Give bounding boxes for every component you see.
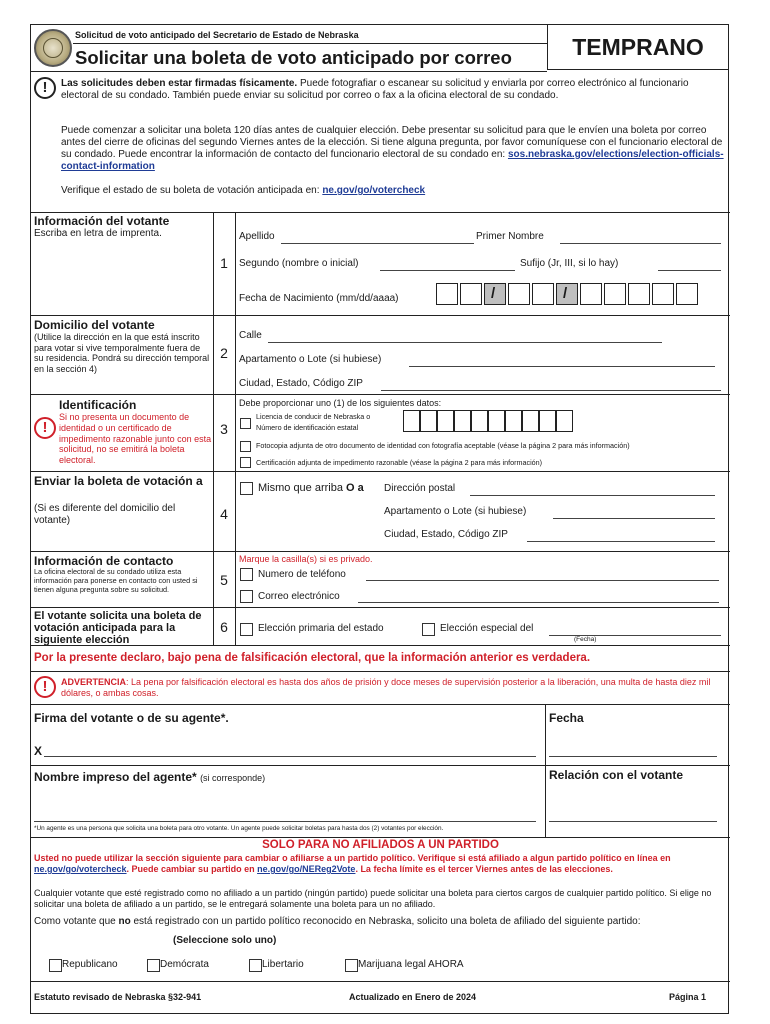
nonaffiliated-title: SOLO PARA NO AFILIADOS A UN PARTIDO	[262, 839, 499, 851]
mail-apt-field[interactable]	[553, 518, 715, 519]
photo-id-option-label: Fotocopia adjunta de otro documento de identidad con fotografía aceptable (véase la página 2 para más información)	[256, 441, 630, 450]
special-election-date-caption: (Fecha)	[574, 636, 597, 643]
mail-city-field[interactable]	[527, 541, 715, 542]
license-checkbox[interactable]	[240, 418, 251, 429]
section-5-note: La oficina electoral de su condado utiliza esta información para ponerse en contacto con usted si tienen alguna pregunta sobre su solicitud.	[34, 567, 198, 594]
date-title: Fecha	[549, 711, 584, 725]
form-subtitle: Solicitud de voto anticipado del Secretario de Estado de Nebraska	[75, 30, 359, 40]
apt-label: Apartamento o Lote (si hubiese)	[239, 354, 382, 365]
footer-statute: Estatuto revisado de Nebraska §32-941	[34, 992, 202, 1002]
section-2-number: 2	[220, 345, 228, 361]
intro-paragraph-2: Puede comenzar a solicitar una boleta 120 días antes de cualquier elección. Debe presentar su solicitud para que le envíen una boleta por correo antes del cierre de oficinas del segundo Viernes antes de la elección. Si tiene alguna pregunta, por favor comuníquese con el funcionario electoral de su condado. Puede encontrar la información de contacto del funcionario electoral de su condado en: sos.nebraska.gov/elections/election-officials-contact-information	[61, 125, 724, 172]
city-field[interactable]	[381, 390, 721, 391]
section-4-note: (Si es diferente del domicilio del votante)	[34, 503, 176, 526]
marijuana-legal-label: Marijuana legal AHORA	[358, 959, 464, 970]
form-title: Solicitar una boleta de voto anticipado por correo	[75, 47, 512, 68]
application-form	[30, 24, 729, 1014]
impediment-checkbox[interactable]	[240, 457, 251, 468]
section-5-title: Información de contacto	[34, 554, 174, 568]
state-seal	[34, 29, 72, 67]
section-2-note: (Utilice la dirección en la que está inscrito para votar si vive temporalmente fuera de su residencia. Pondrá su dirección temporal en la sección 4)	[34, 332, 210, 374]
nonaffiliated-paragraph-2: Como votante que no está registrado con un partido político reconocido en Nebraska, solicito una boleta de afiliado del siguiente partido:	[34, 916, 641, 927]
relation-field[interactable]	[549, 821, 717, 822]
same-as-above-checkbox[interactable]	[240, 482, 253, 495]
warning-icon: !	[34, 77, 56, 99]
nonaffiliated-warning: Usted no puede utilizar la sección siguiente para cambiar o afiliarse a un partido político. Verifique si está afiliado a algun partido político en línea en ne.gov/go/votercheck. Puede cambiar su partido en ne.gov/go/NEReg2Vote. La fecha límite es el tercer Viernes antes de las elecciones.	[34, 853, 671, 874]
first-name-field[interactable]	[560, 243, 721, 244]
section-2-title: Domicilio del votante	[34, 318, 155, 332]
primary-election-label: Elección primaria del estado	[258, 623, 384, 634]
street-label: Calle	[239, 330, 262, 341]
section-1-title: Información del votante	[34, 214, 170, 228]
libertario-checkbox[interactable]	[249, 959, 262, 972]
section-6-number: 6	[220, 619, 228, 635]
suffix-label: Sufijo (Jr, III, si lo hay)	[520, 258, 619, 269]
middle-name-field[interactable]	[380, 270, 515, 271]
republicano-checkbox[interactable]	[49, 959, 62, 972]
same-as-above-label: Mismo que arriba O a	[258, 482, 364, 494]
phone-field[interactable]	[366, 580, 719, 581]
section-4-number: 4	[220, 506, 228, 522]
penalty-warning-icon: !	[34, 676, 56, 698]
mail-city-label: Ciudad, Estado, Código ZIP	[384, 529, 508, 540]
license-option-label: Licencia de conducir de Nebraska o Número de identificación estatal	[256, 412, 371, 432]
street-field[interactable]	[268, 342, 662, 343]
id-number-boxes[interactable]	[403, 410, 573, 432]
footer-updated: Actualizado en Enero de 2024	[349, 992, 477, 1002]
email-field[interactable]	[358, 602, 719, 603]
intro-paragraph-3: Verifique el estado de su boleta de votación anticipada en: ne.gov/go/votercheck	[61, 185, 426, 196]
section-6-title: El votante solicita una boleta de votación anticipada para la siguiente elección	[34, 610, 202, 646]
democrata-checkbox[interactable]	[147, 959, 160, 972]
mail-apt-label: Apartamento o Lote (si hubiese)	[384, 506, 527, 517]
private-note: Marque la casilla(s) si es privado.	[239, 554, 373, 564]
footer-page: Página 1	[669, 992, 707, 1002]
phone-label: Numero de teléfono	[258, 569, 346, 580]
agent-name-field[interactable]	[34, 821, 536, 822]
section-3-warning: Si no presenta un documento de identidad o un certificado de impedimento razonable junto con esta solicitud, no se emitirá la boleta electoral.	[59, 412, 212, 466]
first-name-label: Primer Nombre	[476, 231, 544, 242]
email-private-checkbox[interactable]	[240, 590, 253, 603]
section-1-number: 1	[220, 255, 228, 271]
date-field[interactable]	[549, 756, 717, 757]
suffix-field[interactable]	[658, 270, 721, 271]
primary-election-checkbox[interactable]	[240, 623, 253, 636]
mail-address-label: Dirección postal	[384, 483, 456, 494]
id-options-header: Debe proporcionar uno (1) de los siguientes datos:	[239, 398, 442, 408]
mail-address-field[interactable]	[470, 495, 715, 496]
id-warning-icon: !	[34, 417, 56, 439]
republicano-label: Republicano	[62, 959, 118, 970]
signature-title: Firma del votante o de su agente*.	[34, 711, 229, 725]
dob-label: Fecha de Nacimiento (mm/dd/aaaa)	[239, 293, 399, 304]
nereg2vote-link[interactable]: ne.gov/go/NEReg2Vote	[257, 864, 356, 874]
dob-boxes[interactable]	[436, 283, 700, 305]
penalty-warning: ADVERTENCIA: La pena por falsificación electoral es hasta dos años de prisión y doce meses de supervisión posterior a la liberación, una multa de hasta diez mil dólares, o ambas cosas.	[61, 677, 711, 698]
phone-private-checkbox[interactable]	[240, 568, 253, 581]
last-name-field[interactable]	[281, 243, 474, 244]
photo-id-checkbox[interactable]	[240, 441, 251, 452]
special-election-checkbox[interactable]	[422, 623, 435, 636]
last-name-label: Apellido	[239, 231, 275, 242]
marijuana-legal-checkbox[interactable]	[345, 959, 358, 972]
votercheck-link-2[interactable]: ne.gov/go/votercheck	[34, 864, 127, 874]
section-3-number: 3	[220, 421, 228, 437]
section-3-title: Identificación	[59, 398, 137, 412]
votercheck-link[interactable]: ne.gov/go/votercheck	[322, 185, 426, 196]
libertario-label: Libertario	[262, 959, 304, 970]
section-5-number: 5	[220, 572, 228, 588]
select-one-note: (Seleccione solo uno)	[173, 935, 277, 946]
city-label: Ciudad, Estado, Código ZIP	[239, 378, 363, 389]
agent-footnote: *Un agente es una persona que solicita una boleta para otro votante. Un agente puede solicitar boletas para hasta dos (2) votantes por elección.	[34, 825, 444, 832]
declaration: Por la presente declaro, bajo pena de falsificación electoral, que la información anterior es verdadera.	[34, 652, 591, 664]
election-officials-link[interactable]: sos.nebraska.gov/elections/election-officials-contact-information	[61, 149, 724, 172]
signature-field[interactable]	[44, 756, 536, 757]
special-election-label: Elección especial del	[440, 623, 534, 634]
email-label: Correo electrónico	[258, 591, 340, 602]
signature-x-mark: X	[34, 744, 43, 758]
relation-title: Relación con el votante	[549, 768, 684, 782]
intro-paragraph-1: Las solicitudes deben estar firmadas físicamente. Puede fotografiar o escanear su solicitud y enviarla por correo electrónico al funcionario electoral de su condado. También puede enviar su solicitud por correo o fax a la oficina electoral de su condado.	[61, 78, 689, 101]
democrata-label: Demócrata	[160, 959, 209, 970]
dob-slash-1: /	[491, 285, 496, 302]
agent-name-title: Nombre impreso del agente* (si corresponde)	[34, 770, 266, 784]
apt-field[interactable]	[409, 366, 715, 367]
dob-slash-2: /	[563, 285, 568, 302]
nonaffiliated-paragraph-1: Cualquier votante que esté registrado como no afiliado a un partido (ningún partido) puede solicitar una boleta para ciertos cargos de cualquier partido político. Si elige no solicitar una boleta de afiliado a un partido, se le entregará solamente una boleta para un no afiliado.	[34, 888, 712, 909]
section-4-title: Enviar la boleta de votación a	[34, 474, 203, 488]
section-1-note: Escriba en letra de imprenta.	[34, 228, 162, 239]
impediment-option-label: Certificación adjunta de impedimento razonable (véase la página 2 para más información)	[256, 458, 543, 467]
middle-name-label: Segundo (nombre o inicial)	[239, 258, 359, 269]
temprano-badge: TEMPRANO	[547, 25, 728, 70]
